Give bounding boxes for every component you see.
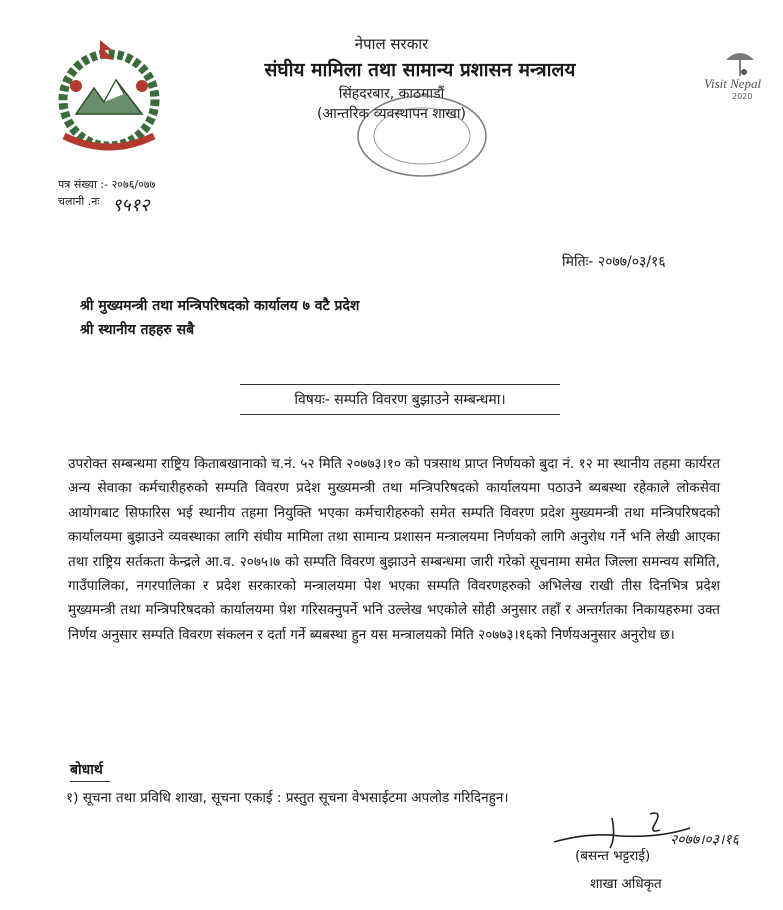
letter-number: पत्र संख्या :- २०७६/०७७ (58, 178, 156, 191)
addressee-line: श्री स्थानीय तहहरु सबै (80, 322, 195, 338)
signatory-title: शाखा अधिकृत (590, 876, 662, 892)
addressee-line: श्री मुख्यमन्त्री तथा मन्त्रिपरिषदको कार्यालय ७ वटै प्रदेश (80, 298, 360, 314)
signatory-name: (बसन्त भट्टराई) (575, 848, 651, 864)
cc-underline (70, 781, 110, 782)
office-stamp-icon (352, 92, 492, 182)
cc-item: १) सूचना तथा प्रविधि शाखा, सूचना एकाई : प्रस्तुत सूचना वेभसाईटमा अपलोड गरिदिनहुन। (66, 790, 509, 806)
subject-line (240, 390, 560, 409)
dispatch-label: चलानी .नः (58, 195, 100, 208)
header-ministry: संघीय मामिला तथा सामान्य प्रशासन मन्त्रालय (264, 59, 576, 81)
subject-text: विषयः- सम्पति विवरण बुझाउने सम्बन्धमा। (294, 392, 506, 408)
header-location: सिंहदरबार, काठमाडौं (338, 86, 445, 102)
header-government: नेपाल सरकार (354, 35, 429, 53)
visit-nepal-brand: Visit Nepal (704, 76, 762, 91)
addressee-block (80, 294, 359, 342)
dispatch-number: ९५१२ (112, 195, 150, 216)
visit-nepal-year: 2020 (732, 92, 753, 101)
cc-title: बोधार्थ (70, 762, 103, 778)
signature-date: २०७७।०३।१६ (670, 832, 739, 848)
letter-date: मितिः- २०७७/०३/१६ (562, 254, 666, 270)
header-section: (आन्तरिक व्यवस्थापन शाखा) (317, 106, 466, 122)
letter-body: उपरोक्त सम्बन्धमा राष्ट्रिय किताबखानाको च.नं. ५२ मिति २०७७३।१० को पत्रसाथ प्राप्त निर्णयको बुदा नं. १२ मा स्थानीय तहमा कार्यरत अन्य सेवाका कर्मचारीहरुको सम्पति विवरण प्रदेश मुख्यमन्त्री तथा मन्त्रिपरिषदको कार्यालयमा पठाउने ब्यबस्था रहेकाले लोकसेवा आयोगबाट सिफारिस भई स्थानीय तहमा नियुक्ति भएका कर्मचारीहरुको समेत सम्पति विवरण प्रदेश मुख्यमन्त्री तथा मन्त्रिपरिषदको कार्यालयमा बुझाउने व्यवस्थाका लागि संघीय मामिला तथा सामान्य प्रशासन मन्त्रालयमा निर्णयको लागि अनुरोध गर्ने भनि लेखी आएका तथा राष्ट्रिय सर्तकता केन्द्रले आ.व. २०७५।७ को सम्पति विवरण बुझाउने सम्बन्धमा जारी गरेको सूचनामा समेत जिल्ला समन्वय समिति, गाउँपालिका, नगरपालिका र प्रदेश सरकारको मन्त्रालयमा पेश भएका सम्पति विवरणहरुको अभिलेख राखी तीस दिनभित्र प्रदेश मुख्यमन्त्री तथा मन्त्रिपरिषदको कार्यालयमा पेश गरिसक्नुपर्ने भनि उल्लेख भएकोले सोही अनुसार तहाँ र अन्तर्गतका निकायहरुमा उक्त निर्णय अनुसार सम्पति विवरण संकलन र दर्ता गर्ने ब्यबस्था हुन यस मन्त्रालयको मिति २०७७३।१६को निर्णयअनुसार अनुरोध छ। (68, 456, 720, 643)
